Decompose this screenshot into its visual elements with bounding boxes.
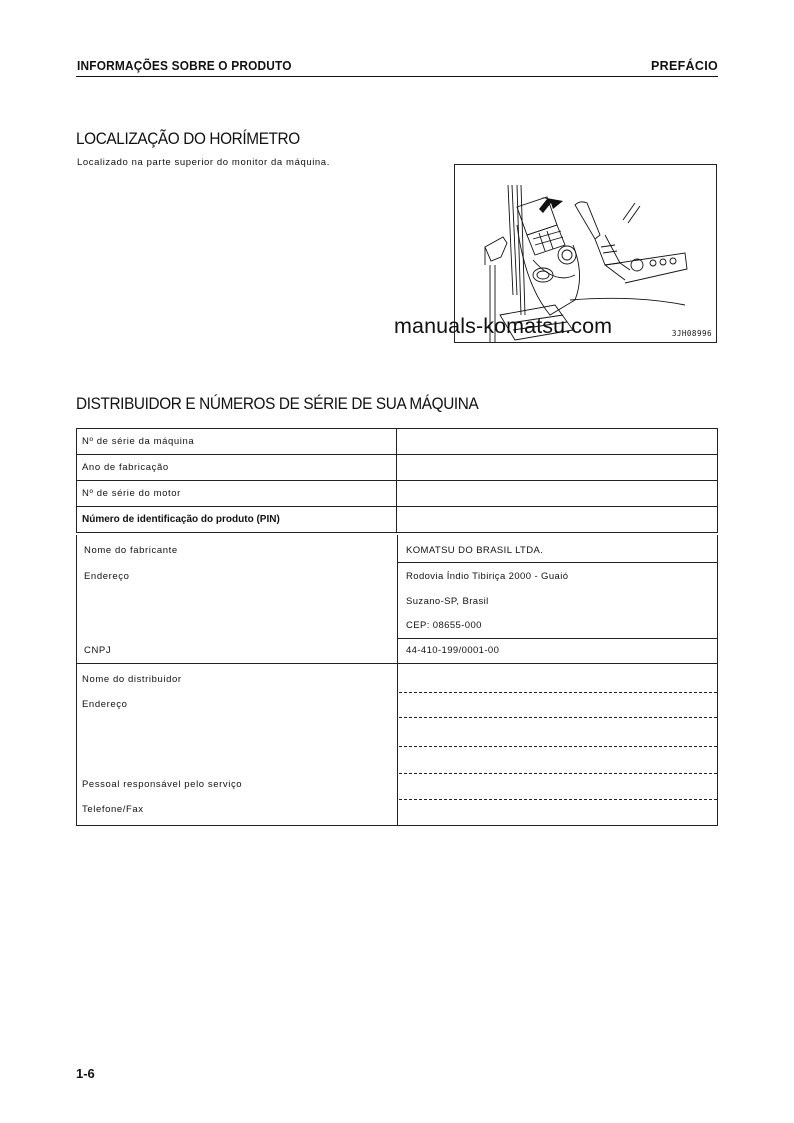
header-rule — [76, 76, 718, 77]
serial-numbers-table — [76, 428, 718, 533]
manufacturer-name-label: Nome do fabricante — [84, 545, 178, 556]
machine-serial-label: Nº de série da máquina — [77, 429, 397, 455]
manufacturer-name-value: KOMATSU DO BRASIL LTDA. — [406, 545, 544, 556]
distributor-address-field-2[interactable] — [399, 746, 717, 747]
phone-fax-field[interactable] — [399, 799, 717, 800]
figure-code: 3JH08996 — [671, 329, 712, 338]
manufacturer-address-label: Endereço — [84, 571, 130, 582]
distributor-name-label: Nome do distribuidor — [82, 674, 182, 685]
pin-field[interactable] — [397, 507, 718, 533]
row-divider — [397, 638, 717, 639]
manufacturer-address-line-1: Rodovia Índio Tibiriça 2000 - Guaió — [406, 571, 569, 582]
distributor-address-label: Endereço — [82, 699, 128, 710]
engine-serial-field[interactable] — [397, 481, 718, 507]
manufacture-year-label: Ano de fabricação — [77, 455, 397, 481]
manufacture-year-field[interactable] — [397, 455, 718, 481]
cnpj-value: 44-410-199/0001-00 — [406, 645, 500, 656]
row-divider — [397, 562, 717, 563]
header-chapter-title: PREFÁCIO — [651, 59, 718, 73]
header-section-title: INFORMAÇÕES SOBRE O PRODUTO — [77, 59, 292, 73]
service-personnel-label: Pessoal responsável pelo serviço — [82, 779, 243, 790]
phone-fax-label: Telefone/Fax — [82, 804, 144, 815]
service-personnel-field[interactable] — [399, 773, 717, 774]
hourmeter-section-title: LOCALIZAÇÃO DO HORÍMETRO — [76, 130, 300, 148]
machine-serial-field[interactable] — [397, 429, 718, 455]
manufacturer-address-line-2: Suzano-SP, Brasil — [406, 596, 489, 607]
table-row — [77, 455, 718, 481]
cnpj-label: CNPJ — [84, 645, 112, 656]
hourmeter-location-text: Localizado na parte superior do monitor da máquina. — [77, 157, 330, 168]
column-divider — [397, 535, 398, 663]
distributor-address-field-1[interactable] — [399, 717, 717, 718]
watermark: manuals-komatsu.com — [394, 314, 613, 338]
column-divider — [397, 664, 398, 825]
table-row — [77, 429, 718, 455]
serial-section-title: DISTRIBUIDOR E NÚMEROS DE SÉRIE DE SUA MÁQUINA — [76, 395, 479, 413]
engine-serial-label: Nº de série do motor — [77, 481, 397, 507]
table-row — [77, 507, 718, 533]
table-row — [77, 481, 718, 507]
manufacturer-address-line-3: CEP: 08655-000 — [406, 620, 482, 631]
pin-label: Número de identificação do produto (PIN) — [77, 507, 397, 533]
distributor-name-field[interactable] — [399, 692, 717, 693]
distributor-block — [76, 664, 718, 826]
manufacturer-block — [76, 535, 718, 664]
page-number: 1-6 — [76, 1066, 95, 1081]
